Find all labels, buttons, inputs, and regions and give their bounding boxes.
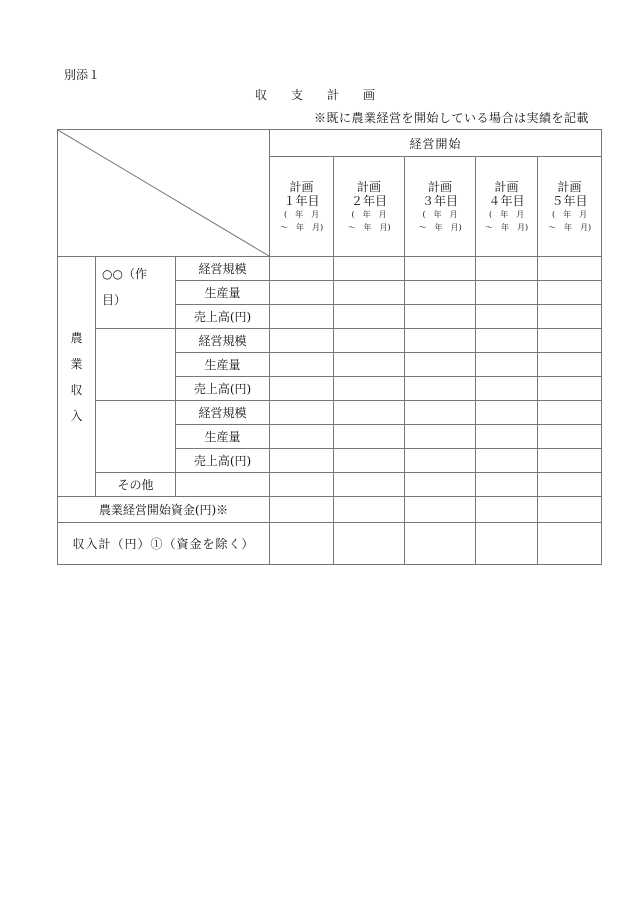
metric-label-scale: 経営規模: [176, 257, 270, 281]
value-cell[interactable]: [270, 449, 334, 473]
diagonal-line: [58, 130, 269, 256]
title-char: 計: [327, 88, 340, 102]
year-plan-label: 計画: [357, 179, 382, 194]
year-header-3: [405, 157, 476, 257]
metric-label-scale: 経営規模: [176, 329, 270, 353]
year-period-to: ～ 年 月): [484, 222, 529, 232]
value-cell[interactable]: [334, 473, 405, 497]
value-cell[interactable]: [538, 305, 602, 329]
value-cell[interactable]: [476, 473, 538, 497]
year-period-from: ( 年 月: [422, 209, 458, 219]
value-cell[interactable]: [405, 281, 476, 305]
value-cell[interactable]: [538, 329, 602, 353]
value-cell[interactable]: [538, 281, 602, 305]
metric-label-sales: 売上高(円): [176, 305, 270, 329]
metric-label-production: 生産量: [176, 353, 270, 377]
value-cell[interactable]: [270, 401, 334, 425]
year-plan-label: 計画: [494, 179, 519, 194]
year-period-from: ( 年 月: [488, 209, 525, 219]
metric-label-sales: 売上高(円): [176, 449, 270, 473]
value-cell[interactable]: [538, 425, 602, 449]
year-header-1: [270, 157, 334, 257]
value-cell[interactable]: [405, 497, 476, 523]
year-header-5: [538, 157, 602, 257]
value-cell[interactable]: [538, 473, 602, 497]
diagonal-header-cell: [58, 130, 270, 257]
value-cell[interactable]: [405, 329, 476, 353]
value-cell[interactable]: [270, 497, 334, 523]
year-period-to: ～ 年 月): [279, 222, 324, 232]
attachment-label: 別添１: [64, 68, 101, 82]
metric-label-scale: 経営規模: [176, 401, 270, 425]
year-period-from: ( 年 月: [283, 209, 320, 219]
value-cell[interactable]: [334, 425, 405, 449]
value-cell[interactable]: [270, 353, 334, 377]
income-total-label: 収入計（円）①（資金を除く）: [58, 523, 270, 565]
crop-name-cell[interactable]: [96, 401, 176, 473]
year-number-label: ４年目: [488, 193, 525, 208]
year-period-to: ～ 年 月): [347, 222, 391, 232]
other-income-label: その他: [96, 473, 176, 497]
page-title: [0, 86, 630, 103]
value-cell[interactable]: [476, 377, 538, 401]
value-cell[interactable]: [476, 425, 538, 449]
value-cell[interactable]: [270, 425, 334, 449]
year-period-to: ～ 年 月): [418, 222, 462, 232]
year-plan-label: 計画: [289, 179, 314, 194]
value-cell[interactable]: [334, 257, 405, 281]
note-text: ※既に農業経営を開始している場合は実績を記載: [313, 111, 589, 125]
value-cell[interactable]: [405, 305, 476, 329]
year-plan-label: 計画: [428, 179, 453, 194]
value-cell[interactable]: [405, 257, 476, 281]
value-cell[interactable]: [476, 523, 538, 565]
startup-fund-label: 農業経営開始資金(円)※: [58, 497, 270, 523]
value-cell[interactable]: [334, 329, 405, 353]
value-cell[interactable]: [476, 257, 538, 281]
value-cell[interactable]: [538, 401, 602, 425]
value-cell[interactable]: [476, 497, 538, 523]
value-cell[interactable]: [405, 425, 476, 449]
value-cell[interactable]: [405, 473, 476, 497]
value-cell[interactable]: [334, 497, 405, 523]
value-cell[interactable]: [476, 449, 538, 473]
metric-label-sales: 売上高(円): [176, 377, 270, 401]
value-cell[interactable]: [270, 523, 334, 565]
title-char: 画: [363, 88, 376, 102]
value-cell[interactable]: [405, 353, 476, 377]
year-plan-label: 計画: [557, 179, 582, 194]
value-cell[interactable]: [476, 353, 538, 377]
value-cell[interactable]: [538, 353, 602, 377]
value-cell[interactable]: [538, 449, 602, 473]
metric-label-production: 生産量: [176, 425, 270, 449]
value-cell[interactable]: [538, 497, 602, 523]
value-cell[interactable]: [334, 281, 405, 305]
value-cell[interactable]: [405, 449, 476, 473]
value-cell[interactable]: [476, 401, 538, 425]
group-header-start: 経営開始: [270, 130, 602, 157]
value-cell[interactable]: [270, 257, 334, 281]
value-cell[interactable]: [270, 329, 334, 353]
value-cell[interactable]: [538, 377, 602, 401]
year-period-from: ( 年 月: [551, 209, 588, 219]
crop-name-cell[interactable]: [96, 329, 176, 401]
value-cell[interactable]: [476, 305, 538, 329]
value-cell[interactable]: [334, 377, 405, 401]
year-number-label: ２年目: [351, 193, 388, 208]
year-number-label: ３年目: [422, 193, 459, 208]
value-cell[interactable]: [405, 523, 476, 565]
crop-name-cell[interactable]: ○○（作 目）: [96, 257, 176, 329]
value-cell[interactable]: [334, 449, 405, 473]
value-cell[interactable]: [476, 329, 538, 353]
value-cell[interactable]: [334, 305, 405, 329]
other-income-detail-cell[interactable]: [176, 473, 270, 497]
value-cell[interactable]: [334, 523, 405, 565]
income-expense-table: [57, 129, 602, 565]
value-cell[interactable]: [270, 281, 334, 305]
value-cell[interactable]: [538, 523, 602, 565]
farm-income-label: 農 業 収 入: [58, 257, 96, 497]
value-cell[interactable]: [405, 401, 476, 425]
year-header-4: [476, 157, 538, 257]
value-cell[interactable]: [476, 281, 538, 305]
year-period-from: ( 年 月: [351, 209, 387, 219]
year-number-label: ５年目: [551, 193, 588, 208]
value-cell[interactable]: [270, 377, 334, 401]
metric-label-production: 生産量: [176, 281, 270, 305]
value-cell[interactable]: [270, 305, 334, 329]
year-number-label: １年目: [283, 193, 320, 208]
title-char: 支: [290, 88, 303, 102]
value-cell[interactable]: [334, 353, 405, 377]
title-char: 収: [254, 88, 267, 102]
year-header-2: [334, 157, 405, 257]
value-cell[interactable]: [538, 257, 602, 281]
value-cell[interactable]: [405, 377, 476, 401]
value-cell[interactable]: [334, 401, 405, 425]
year-period-to: ～ 年 月): [547, 222, 592, 232]
value-cell[interactable]: [270, 473, 334, 497]
